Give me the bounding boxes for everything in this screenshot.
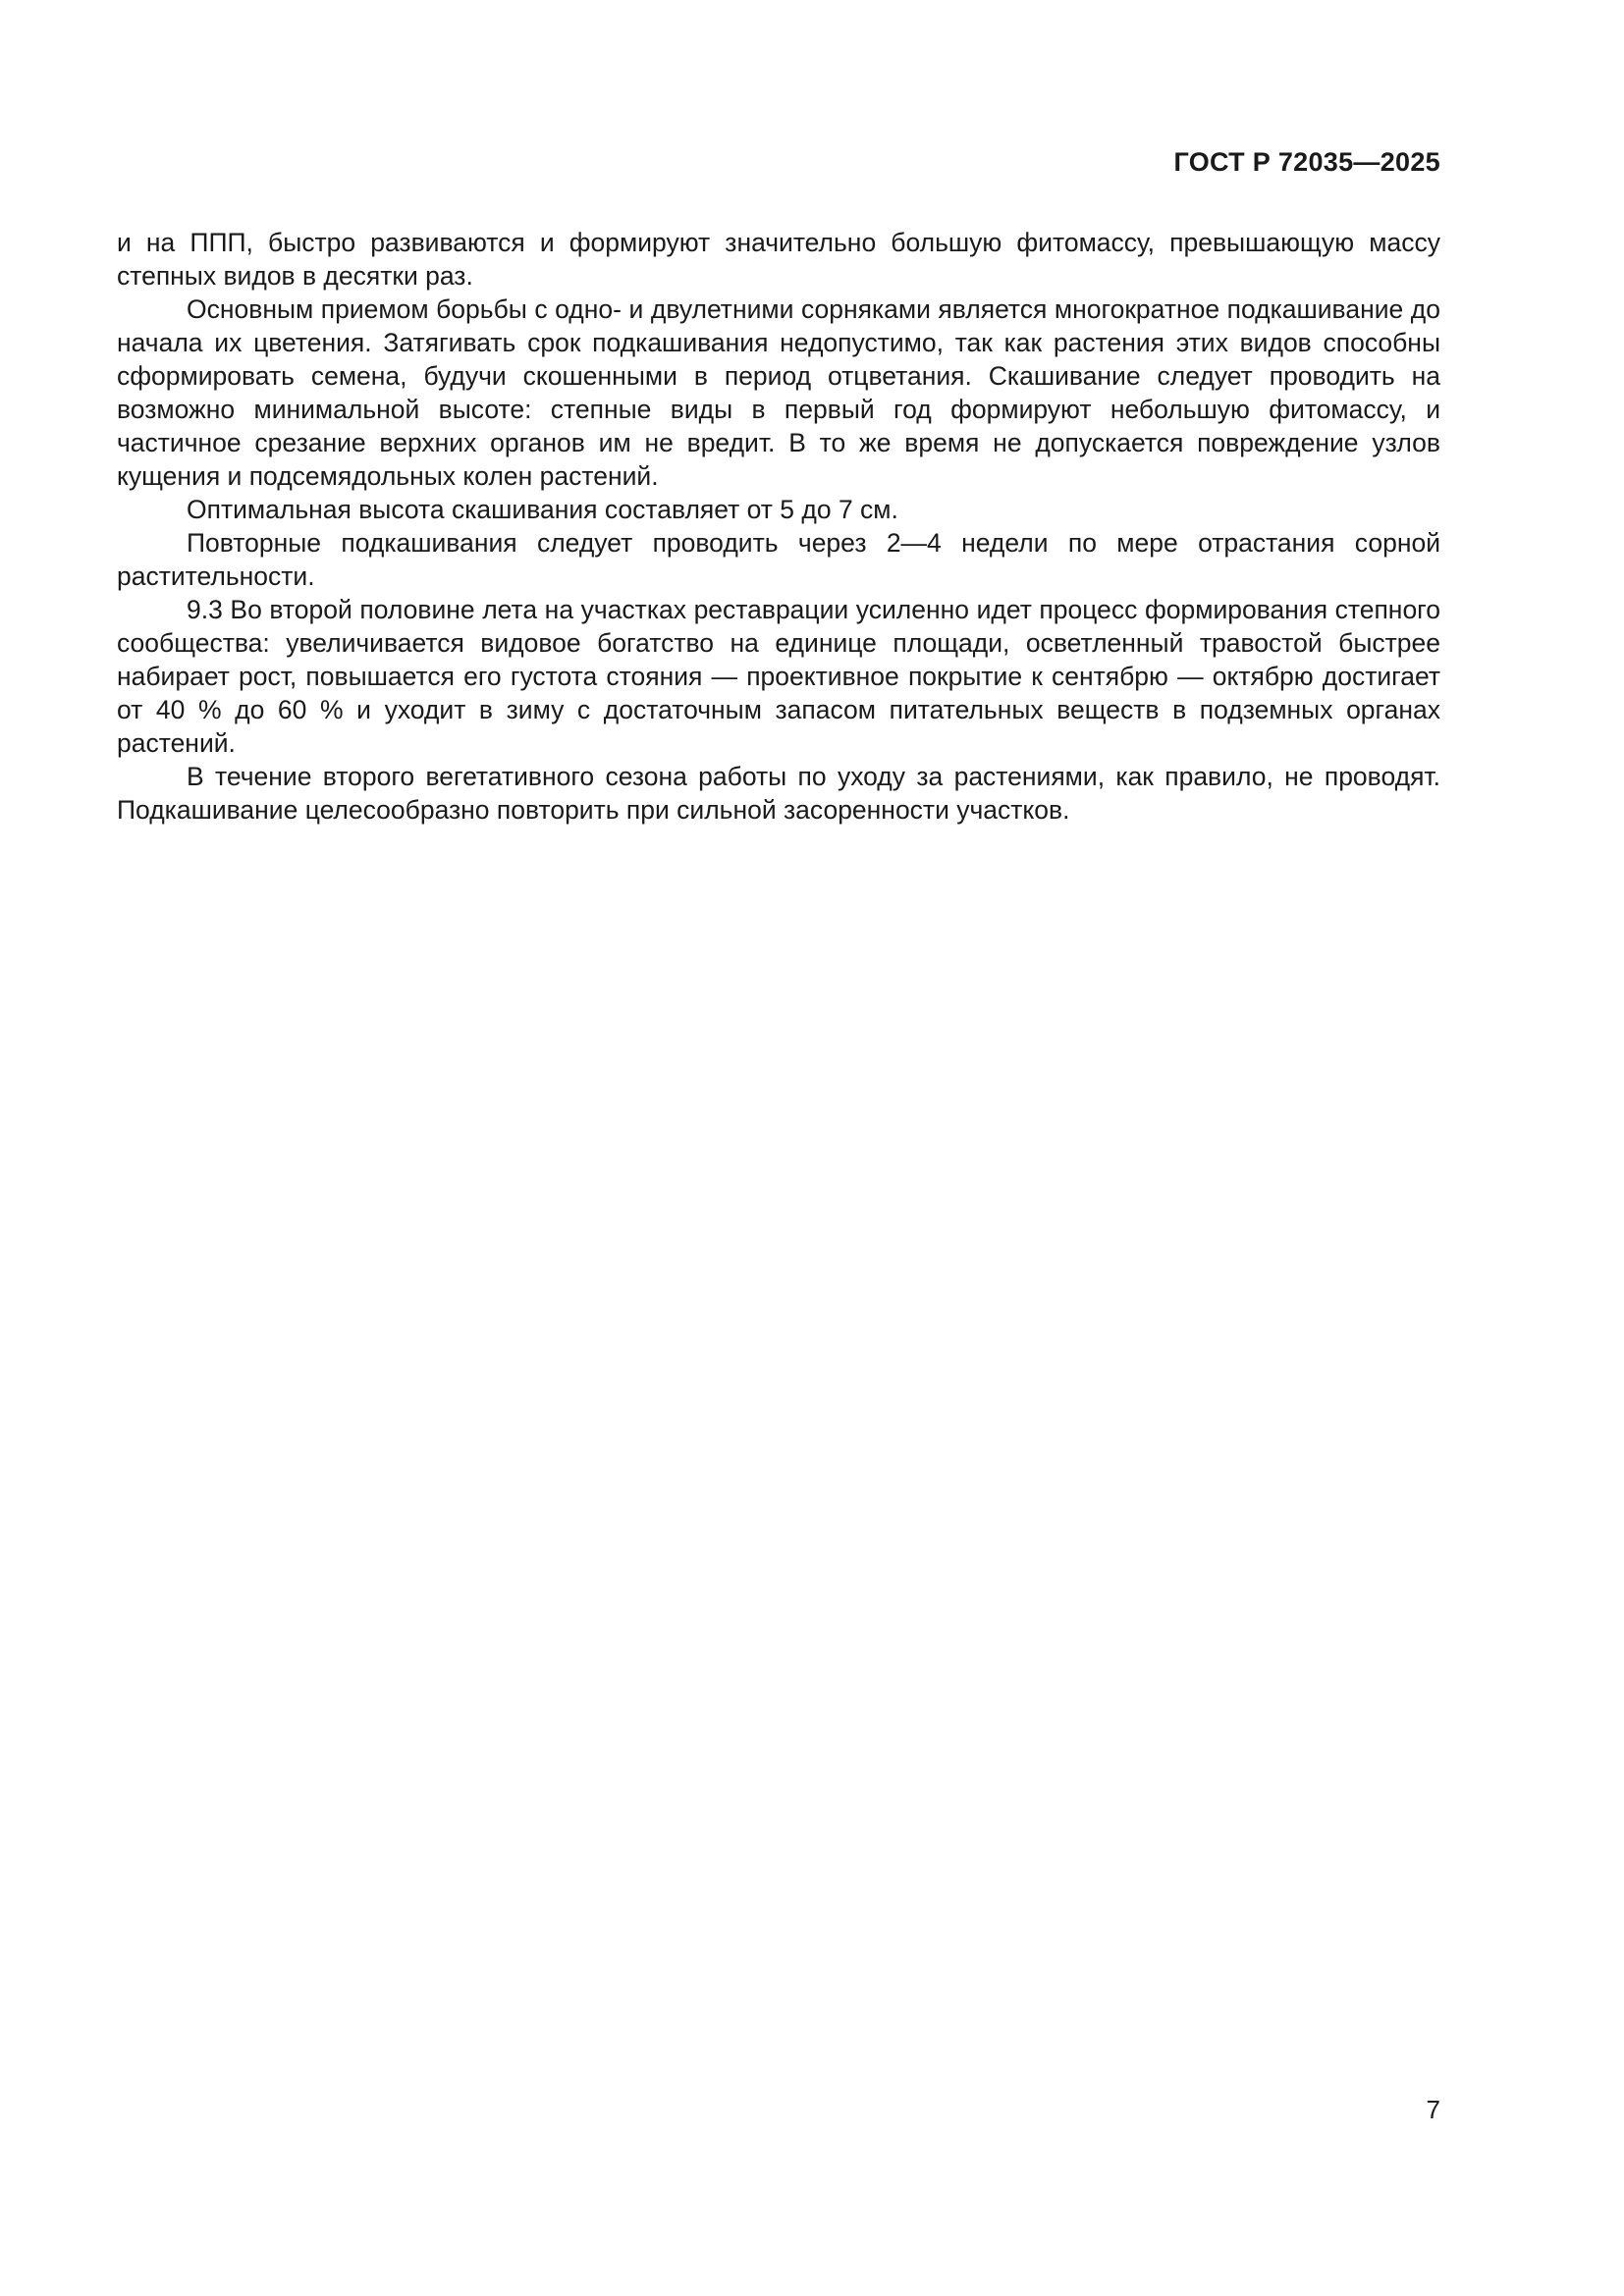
paragraph-optimal-height: Оптимальная высота скашивания составляет от 5 до 7 см.: [187, 495, 898, 524]
document-body: [117, 226, 1440, 827]
page-number: 7: [1426, 2095, 1440, 2124]
paragraph-section-9-3: 9.3 Во второй половине лета на участках реставрации усиленно идет процесс формирования степного сообщества: увеличивается видовое богатство на единице площади, осветленный травостой быстрее набирает рост, повышается его густота стояния — проективное покрытие к сентябрю — октябрю достигает от 40 % до 60 % и уходит в зиму с достаточным запасом питательных веществ в подземных органах растений.: [117, 595, 1440, 758]
paragraph-second-season: В течение второго вегетативного сезона работы по уходу за растениями, как правило, не проводят. Подкашивание целесообразно повторить при сильной засоренности участков.: [117, 762, 1440, 825]
paragraph-continuation: и на ППП, быстро развиваются и формируют значительно большую фитомассу, превышающую массу степных видов в десятки раз.: [117, 228, 1440, 291]
paragraph-repeat-mowing: Повторные подкашивания следует проводить через 2—4 недели по мере отрастания сорной растительности.: [117, 528, 1440, 591]
paragraph-mowing-method: Основным приемом борьбы с одно- и двулетними сорняками является многократное подкашивание до начала их цветения. Затягивать срок подкашивания недопустимо, так как растения этих видов способны сформировать семена, будучи скошенными в период отцветания. Скашивание следует проводить на возможно минимальной высоте: степные виды в первый год формируют небольшую фитомассу, и частичное срезание верхних органов им не вредит. В то же время не допускается повреждение узлов кущения и подсемядольных колен растений.: [117, 294, 1440, 491]
document-header: ГОСТ Р 72035—2025: [1173, 147, 1440, 177]
